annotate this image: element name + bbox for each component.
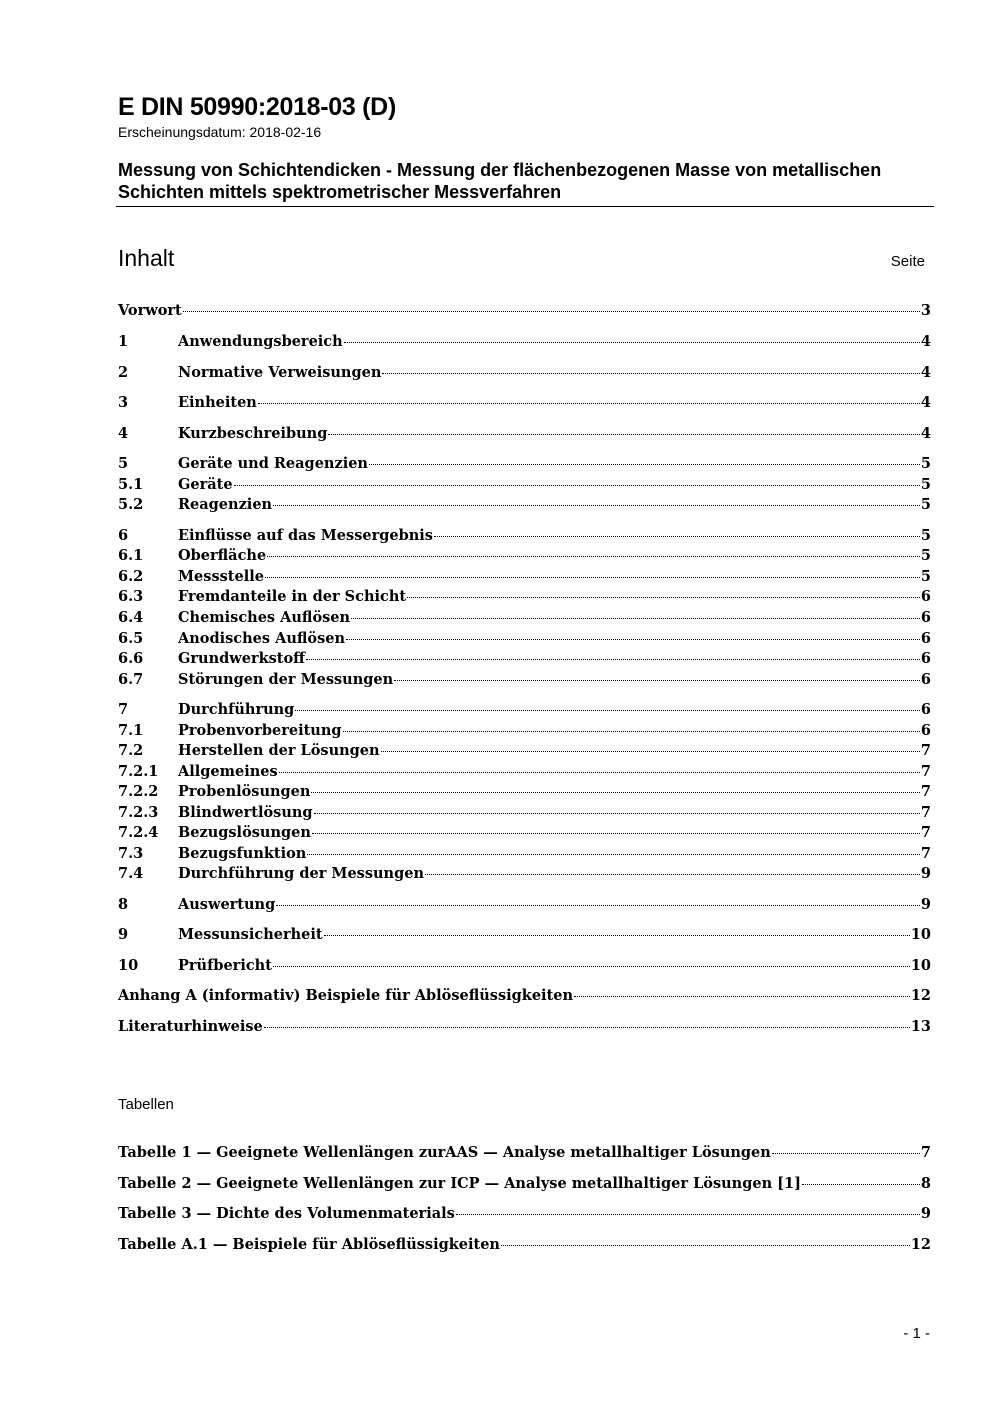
toc-entry[interactable] [118, 650, 931, 670]
toc-entry-page: 6 [920, 722, 931, 739]
toc-entry[interactable] [118, 742, 931, 762]
toc-entry-page: 8 [920, 1175, 931, 1192]
toc-entry-title: Durchführung der Messungen [178, 865, 425, 882]
toc-entry[interactable] [118, 926, 931, 946]
toc-entry-title: Anwendungsbereich [178, 333, 343, 350]
toc-entry-page: 12 [910, 987, 931, 1004]
dot-leader [307, 853, 920, 855]
toc-entry-number: 3 [118, 394, 129, 411]
toc-entry-page: 4 [920, 394, 931, 411]
dot-leader [346, 638, 920, 640]
toc-entry[interactable] [118, 957, 931, 977]
dot-leader [279, 771, 920, 773]
toc-entry-title: Blindwertlösung [178, 804, 313, 821]
dot-leader [425, 873, 920, 875]
tables-heading: Tabellen [118, 1096, 174, 1113]
toc-entry-title: Messunsicherheit [178, 926, 323, 943]
dot-leader [772, 1152, 920, 1154]
toc-entry-number: 7.2.3 [118, 804, 159, 821]
toc-entry-number: 7.2 [118, 742, 144, 759]
toc-entry[interactable] [118, 496, 931, 516]
table-list-entry[interactable] [118, 1236, 931, 1256]
dot-leader [434, 535, 920, 537]
toc-entry[interactable] [118, 609, 931, 629]
toc-entry-title: Vorwort [118, 302, 182, 319]
toc-entry-page: 7 [920, 783, 931, 800]
toc-entry-title: Literaturhinweise [118, 1018, 263, 1035]
toc-entry-number: 1 [118, 333, 129, 350]
toc-entry-number: 6.6 [118, 650, 144, 667]
dot-leader [343, 730, 920, 732]
toc-entry-number: 6.5 [118, 630, 144, 647]
table-list-entry[interactable] [118, 1175, 931, 1195]
toc-entry[interactable] [118, 783, 931, 803]
dot-leader [802, 1183, 920, 1185]
dot-leader [273, 965, 910, 967]
toc-entry-title: Reagenzien [178, 496, 273, 513]
dot-leader [314, 812, 920, 814]
toc-entry-page: 6 [920, 630, 931, 647]
toc-entry-title: Grundwerkstoff [178, 650, 306, 667]
toc-entry-title: Anodisches Auflösen [178, 630, 346, 647]
toc-entry-number: 2 [118, 364, 129, 381]
toc-entry-page: 7 [920, 845, 931, 862]
toc-entry-title: Anhang A (informativ) Beispiele für Ablöseflüssigkeiten [118, 987, 574, 1004]
toc-entry-number: 7.2.1 [118, 763, 159, 780]
toc-entry-title: Durchführung [178, 701, 295, 718]
toc-entry-number: 8 [118, 896, 129, 913]
dot-leader [407, 596, 920, 598]
toc-entry-page: 6 [920, 671, 931, 688]
toc-entry[interactable] [118, 722, 931, 742]
toc-entry-title: Normative Verweisungen [178, 364, 382, 381]
toc-entry-page: 12 [910, 1236, 931, 1253]
dot-leader [574, 995, 910, 997]
toc-entry-page: 6 [920, 588, 931, 605]
document-title: Messung von Schichtendicken - Messung der flächenbezogenen Masse von metallischen Schichten mittels spektrometrischer Messverfahren [118, 160, 882, 202]
toc-entry[interactable] [118, 547, 931, 567]
toc-entry-title: Fremdanteile in der Schicht [178, 588, 407, 605]
toc-entry[interactable] [118, 987, 931, 1007]
table-list-entry[interactable] [118, 1205, 931, 1225]
toc-entry-page: 6 [920, 650, 931, 667]
dot-leader [258, 402, 920, 404]
toc-entry-page: 5 [920, 527, 931, 544]
toc-entry-title: Kurzbeschreibung [178, 425, 328, 442]
document-id: E DIN 50990:2018-03 (D) [118, 93, 396, 121]
toc-entry[interactable] [118, 527, 931, 547]
dot-leader [369, 463, 920, 465]
toc-entry-page: 9 [920, 896, 931, 913]
toc-entry-number: 7.2.4 [118, 824, 159, 841]
toc-entry[interactable] [118, 896, 931, 916]
toc-entry-page: 7 [920, 763, 931, 780]
dot-leader [234, 484, 920, 486]
toc-entry-page: 5 [920, 547, 931, 564]
toc-entry-number: 7.2.2 [118, 783, 159, 800]
toc-entry-number: 5 [118, 455, 129, 472]
toc-entry-title: Prüfbericht [178, 957, 272, 974]
dot-leader [267, 555, 920, 557]
toc-entry-page: 7 [920, 742, 931, 759]
toc-entry-number: 6.1 [118, 547, 144, 564]
toc-entry-number: 4 [118, 425, 129, 442]
toc-entry-title: Herstellen der Lösungen [178, 742, 380, 759]
toc-entry-page: 6 [920, 609, 931, 626]
toc-entry-title: Oberfläche [178, 547, 267, 564]
toc-entry-title: Probenlösungen [178, 783, 311, 800]
toc-entry[interactable] [118, 865, 931, 885]
toc-entry-number: 6.7 [118, 671, 144, 688]
toc-entry-number: 6.3 [118, 588, 144, 605]
toc-entry[interactable] [118, 455, 931, 475]
toc-entry-page: 5 [920, 476, 931, 493]
toc-entry-number: 7.4 [118, 865, 144, 882]
toc-entry-number: 7 [118, 701, 129, 718]
toc-entry-number: 7.3 [118, 845, 144, 862]
toc-entry-page: 5 [920, 455, 931, 472]
toc-entry-page: 10 [910, 926, 931, 943]
toc-entry-title: Tabelle 1 — Geeignete Wellenlängen zurAAS — Analyse metallhaltiger Lösungen [118, 1144, 771, 1161]
toc-entry-page: 4 [920, 425, 931, 442]
toc-entry[interactable] [118, 425, 931, 445]
toc-entry[interactable] [118, 845, 931, 865]
toc-entry-number: 6.4 [118, 609, 144, 626]
toc-entry-number: 6.2 [118, 568, 144, 585]
toc-heading: Inhalt [118, 245, 175, 271]
toc-entry-page: 4 [920, 333, 931, 350]
toc-entry-title: Tabelle 3 — Dichte des Volumenmaterials [118, 1205, 455, 1222]
toc-entry-page: 7 [920, 1144, 931, 1161]
toc-entry-title: Chemisches Auflösen [178, 609, 351, 626]
toc-entry[interactable] [118, 333, 931, 353]
toc-entry-page: 9 [920, 865, 931, 882]
toc-entry[interactable] [118, 588, 931, 608]
dot-leader [381, 750, 920, 752]
dot-leader [265, 576, 920, 578]
table-list-entry[interactable] [118, 1144, 931, 1164]
toc-entry-page: 9 [920, 1205, 931, 1222]
dot-leader [312, 832, 920, 834]
dot-leader [344, 341, 920, 343]
dot-leader [324, 934, 910, 936]
toc-entry[interactable] [118, 568, 931, 588]
toc-entry-page: 13 [910, 1018, 931, 1035]
toc-entry[interactable] [118, 394, 931, 414]
toc-entry-title: Bezugslösungen [178, 824, 311, 841]
dot-leader [276, 904, 920, 906]
dot-leader [311, 791, 919, 793]
toc-entry-number: 5.1 [118, 476, 144, 493]
toc-entry-title: Einheiten [178, 394, 257, 411]
toc-entry-page: 5 [920, 568, 931, 585]
publication-date: Erscheinungsdatum: 2018-02-16 [118, 124, 322, 140]
toc-entry-number: 6 [118, 527, 129, 544]
toc-entry-number: 9 [118, 926, 129, 943]
dot-leader [456, 1213, 920, 1215]
toc-entry[interactable] [118, 1018, 931, 1038]
toc-entry-title: Probenvorbereitung [178, 722, 342, 739]
dot-leader [394, 679, 920, 681]
toc-entry-number: 5.2 [118, 496, 144, 513]
toc-entry[interactable] [118, 671, 931, 691]
dot-leader [183, 310, 920, 312]
dot-leader [295, 709, 920, 711]
toc-entry-page: 10 [910, 957, 931, 974]
toc-entry[interactable] [118, 701, 931, 721]
title-divider [116, 206, 934, 207]
toc-entry-number: 7.1 [118, 722, 144, 739]
dot-leader [264, 1026, 910, 1028]
dot-leader [382, 372, 920, 374]
toc-entry[interactable] [118, 824, 931, 844]
toc-entry-page: 7 [920, 824, 931, 841]
toc-entry[interactable] [118, 630, 931, 650]
toc-entry-title: Auswertung [178, 896, 276, 913]
toc-entry-page: 5 [920, 496, 931, 513]
toc-entry-title: Messstelle [178, 568, 264, 585]
toc-entry-page: 6 [920, 701, 931, 718]
toc-entry-title: Geräte und Reagenzien [178, 455, 368, 472]
page-number: - 1 - [903, 1325, 930, 1342]
toc-entry-title: Störungen der Messungen [178, 671, 394, 688]
toc-entry[interactable] [118, 302, 931, 322]
toc-entry[interactable] [118, 476, 931, 496]
dot-leader [328, 433, 920, 435]
dot-leader [273, 504, 920, 506]
toc-entry[interactable] [118, 804, 931, 824]
page-column-label: Seite [890, 253, 925, 270]
toc-entry-title: Bezugsfunktion [178, 845, 307, 862]
toc-entry-title: Geräte [178, 476, 233, 493]
dot-leader [501, 1244, 910, 1246]
toc-entry-title: Tabelle 2 — Geeignete Wellenlängen zur ICP — Analyse metallhaltiger Lösungen [1] [118, 1175, 801, 1192]
toc-entry-number: 10 [118, 957, 139, 974]
toc-entry-title: Einflüsse auf das Messergebnis [178, 527, 433, 544]
toc-entry-page: 7 [920, 804, 931, 821]
toc-entry-page: 4 [920, 364, 931, 381]
toc-entry-title: Tabelle A.1 — Beispiele für Ablöseflüssigkeiten [118, 1236, 500, 1253]
dot-leader [351, 617, 920, 619]
dot-leader [306, 658, 920, 660]
toc-entry-title: Allgemeines [178, 763, 278, 780]
toc-entry[interactable] [118, 364, 931, 384]
toc-entry[interactable] [118, 763, 931, 783]
toc-entry-page: 3 [920, 302, 931, 319]
